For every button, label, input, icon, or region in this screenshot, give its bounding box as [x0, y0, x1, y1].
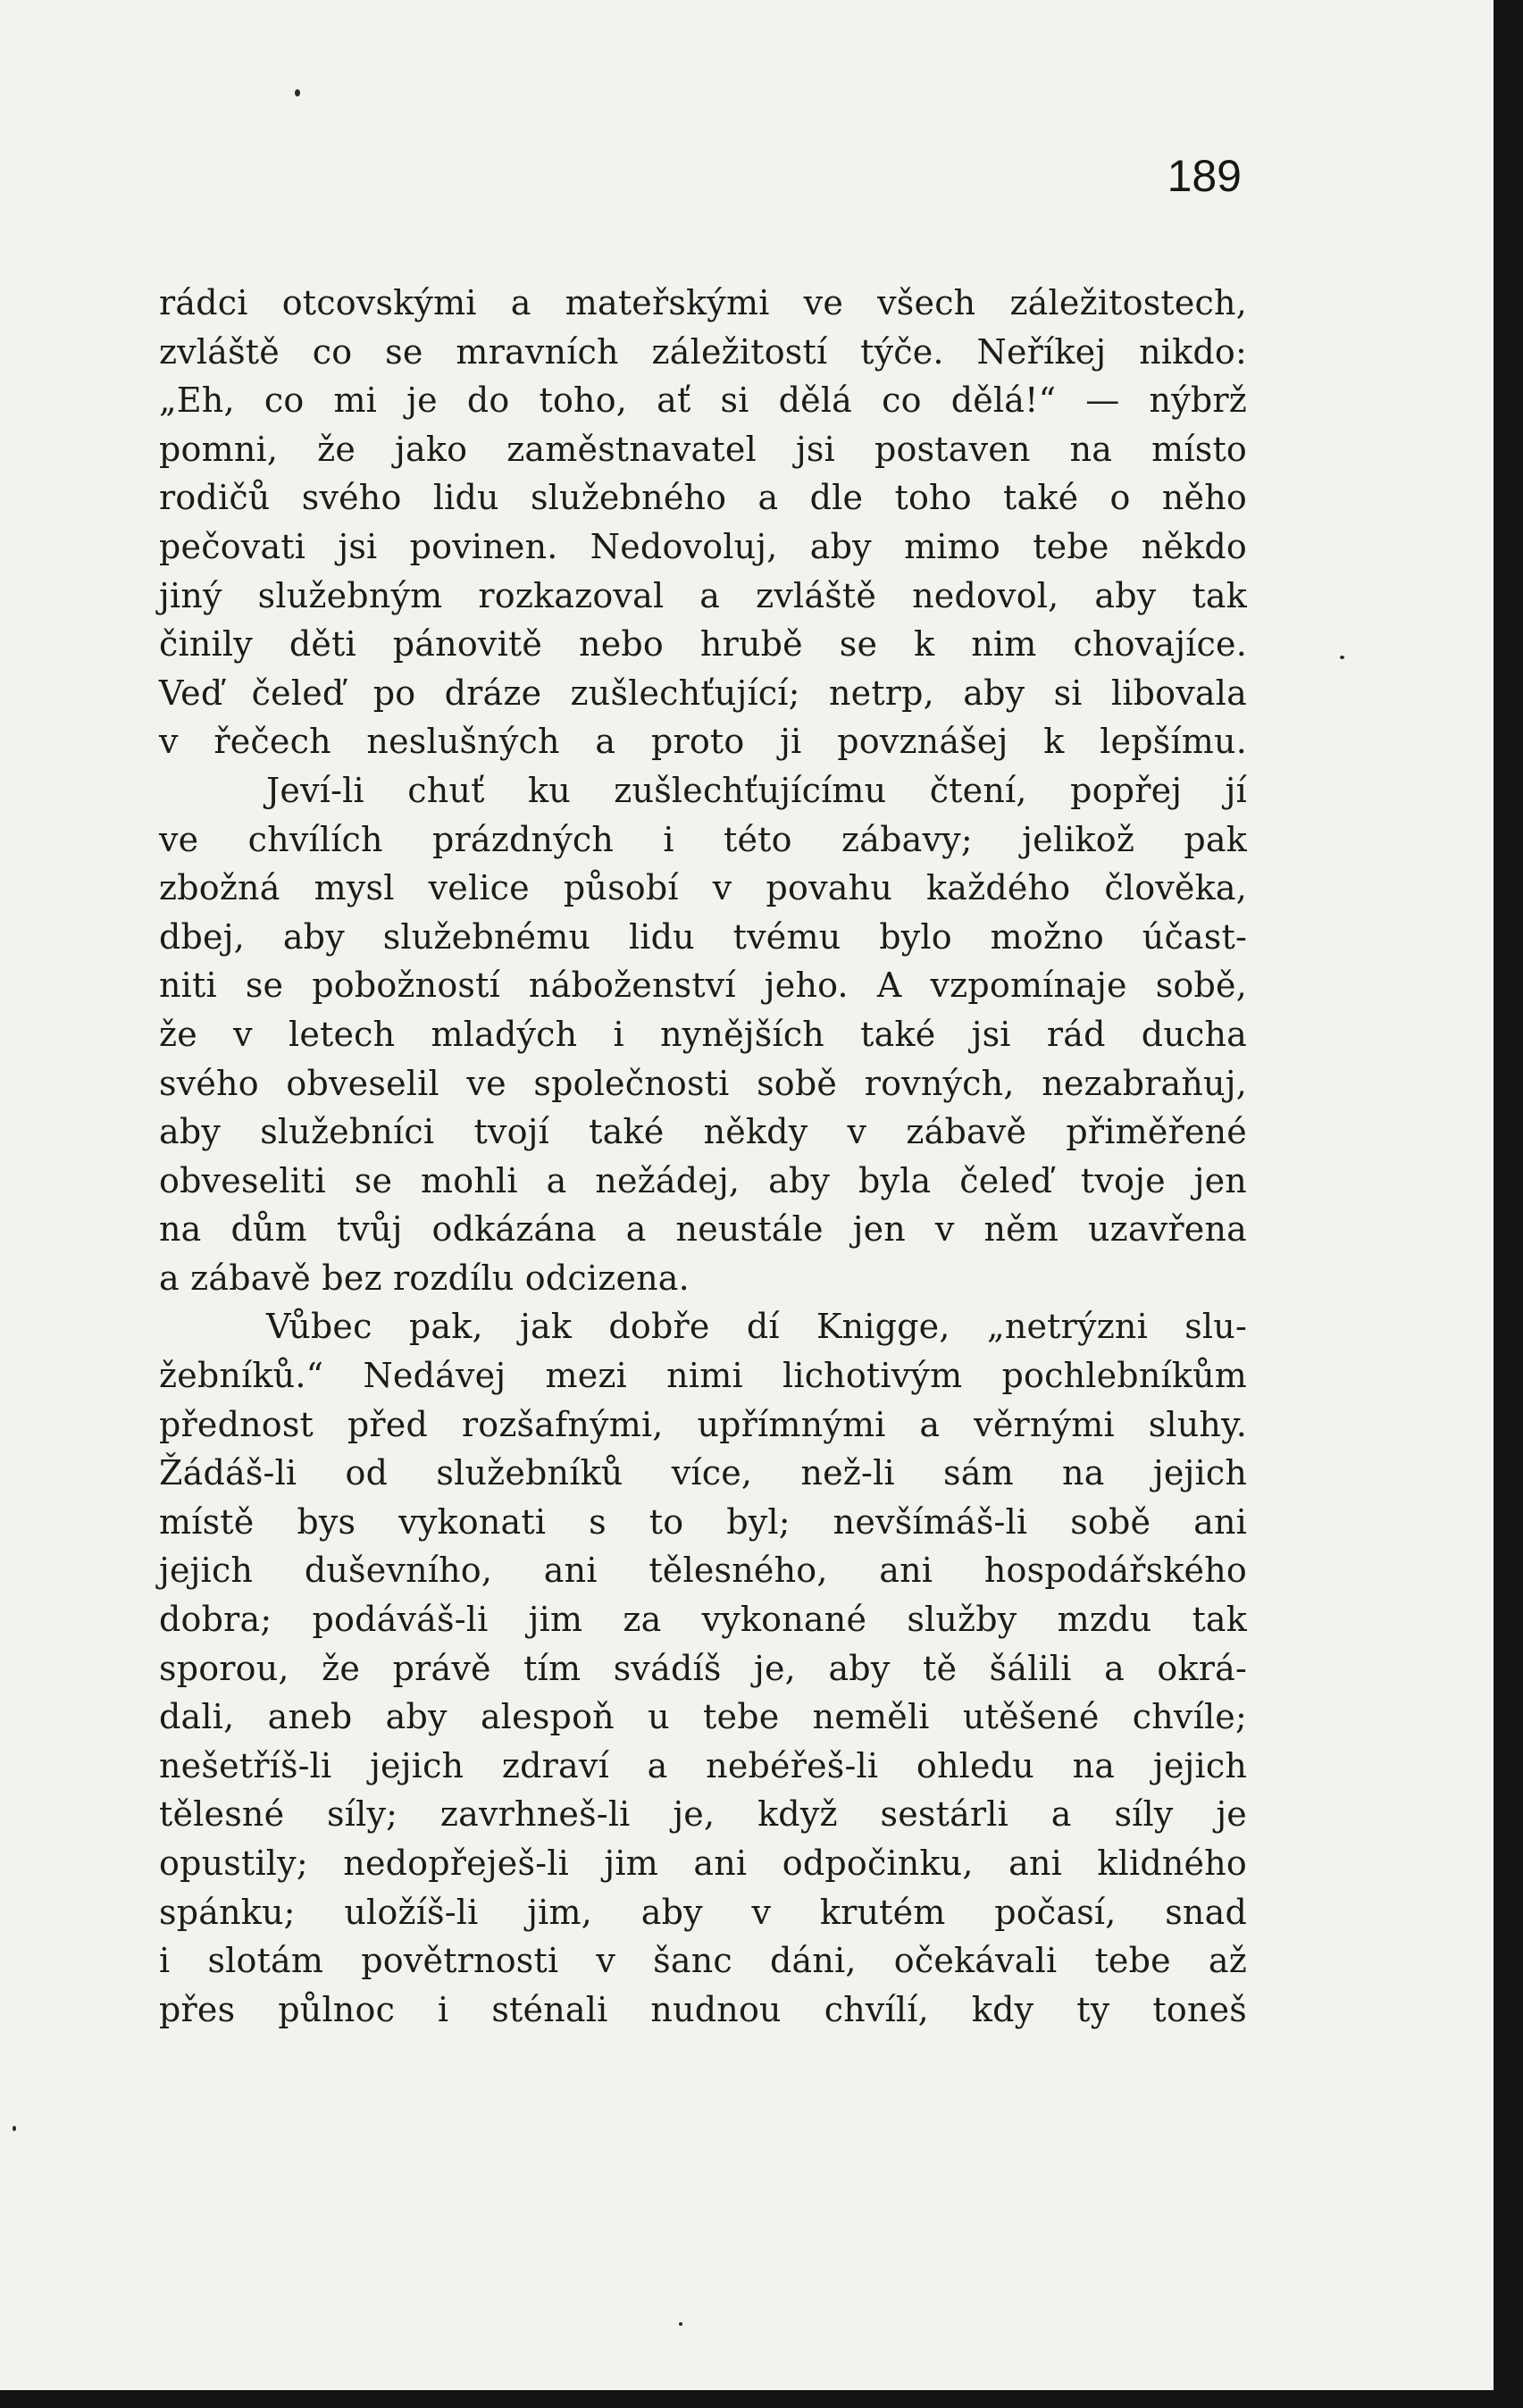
text-line: na dům tvůj odkázána a neustále jen v něm uzavřena [159, 1209, 1247, 1250]
text-line: Žádáš-li od služebníků více, než-li sám na jejich [159, 1453, 1247, 1493]
scan-border-right [1494, 0, 1523, 2408]
text-line: dobra; podáváš-li jim za vykonané služby mzdu tak [159, 1600, 1247, 1640]
text-line: tělesné síly; zavrhneš-li je, když sestárli a síly je [159, 1794, 1247, 1835]
text-line: obveseliti se mohli a nežádej, aby byla čeleď tvoje jen [159, 1160, 1247, 1200]
text-line: v řečech neslušných a proto ji povznášej k lepšímu. [159, 722, 1247, 762]
text-line: aby služebníci tvojí také někdy v zábavě přiměřené [159, 1112, 1247, 1152]
text-line: zvláště co se mravních záležitostí týče. Neříkej nikdo: [159, 331, 1247, 372]
text-line: nešetříš-li jejich zdraví a nebéřeš-li ohledu na jejich [159, 1745, 1247, 1785]
paragraph-end-line: a zábavě bez rozdílu odcizena. [159, 1258, 690, 1298]
text-line: místě bys vykonati s to byl; nevšímáš-li sobě ani [159, 1501, 1247, 1542]
scan-border-bottom [0, 2390, 1523, 2408]
text-line: žebníků.“ Nedávej mezi nimi lichotivým pochlebníkům [159, 1356, 1247, 1396]
text-line: sporou, že právě tím svádíš je, aby tě šálili a okrá- [159, 1648, 1247, 1688]
paragraph-start-line: Vůbec pak, jak dobře dí Knigge, „netrýzni slu- [266, 1307, 1247, 1347]
paper-speck [679, 2322, 682, 2326]
text-line: že v letech mladých i nynějších také jsi rád ducha [159, 1014, 1247, 1054]
text-line: dbej, aby služebnému lidu tvému bylo možno účast- [159, 916, 1247, 957]
text-line: rodičů svého lidu služebného a dle toho také o něho [159, 478, 1247, 518]
paper-speck [295, 89, 300, 96]
text-line: Veď čeleď po dráze zušlechťující; netrp, aby si libovala [159, 673, 1247, 713]
text-line: jejich duševního, ani tělesného, ani hospodářského [159, 1551, 1247, 1591]
paragraph-start-line: Jeví-li chuť ku zušlechťujícímu čtení, popřej jí [266, 770, 1247, 810]
text-line: dali, aneb aby alespoň u tebe neměli utěšené chvíle; [159, 1697, 1247, 1737]
text-line: činily děti pánovitě nebo hrubě se k nim chovajíce. [159, 624, 1247, 665]
body-text [159, 279, 1247, 2034]
text-line: spánku; uložíš-li jim, aby v krutém počasí, snad [159, 1892, 1247, 1932]
page-number: 189 [1167, 151, 1242, 201]
text-line: niti se pobožností náboženství jeho. A vzpomínaje sobě, [159, 966, 1247, 1006]
paper-speck [13, 2126, 16, 2131]
text-line: pečovati jsi povinen. Nedovoluj, aby mimo tebe někdo [159, 526, 1247, 566]
text-line: rádci otcovskými a mateřskými ve všech záležitostech, [159, 283, 1247, 322]
text-line: zbožná mysl velice působí v povahu každého člověka, [159, 868, 1247, 908]
text-line: pomni, že jako zaměstnavatel jsi postaven na místo [159, 429, 1247, 469]
text-line: jiný služebným rozkazoval a zvláště nedovol, aby tak [159, 575, 1247, 615]
text-line: přednost před rozšafnými, upřímnými a věrnými sluhy. [159, 1404, 1247, 1444]
text-line: svého obveselil ve společnosti sobě rovných, nezabraňuj, [159, 1063, 1247, 1103]
text-line: ve chvílích prázdných i této zábavy; jelikož pak [159, 819, 1247, 859]
text-line: přes půlnoc i sténali nudnou chvílí, kdy ty toneš [159, 1989, 1247, 2029]
paper-speck [1340, 656, 1344, 659]
text-line: „Eh, co mi je do toho, ať si dělá co dělá!“ — nýbrž [159, 380, 1247, 421]
text-line: i slotám povětrnosti v šanc dáni, očekávali tebe až [159, 1941, 1247, 1981]
text-line: opustily; nedopřeješ-li jim ani odpočinku, ani klidného [159, 1844, 1247, 1883]
